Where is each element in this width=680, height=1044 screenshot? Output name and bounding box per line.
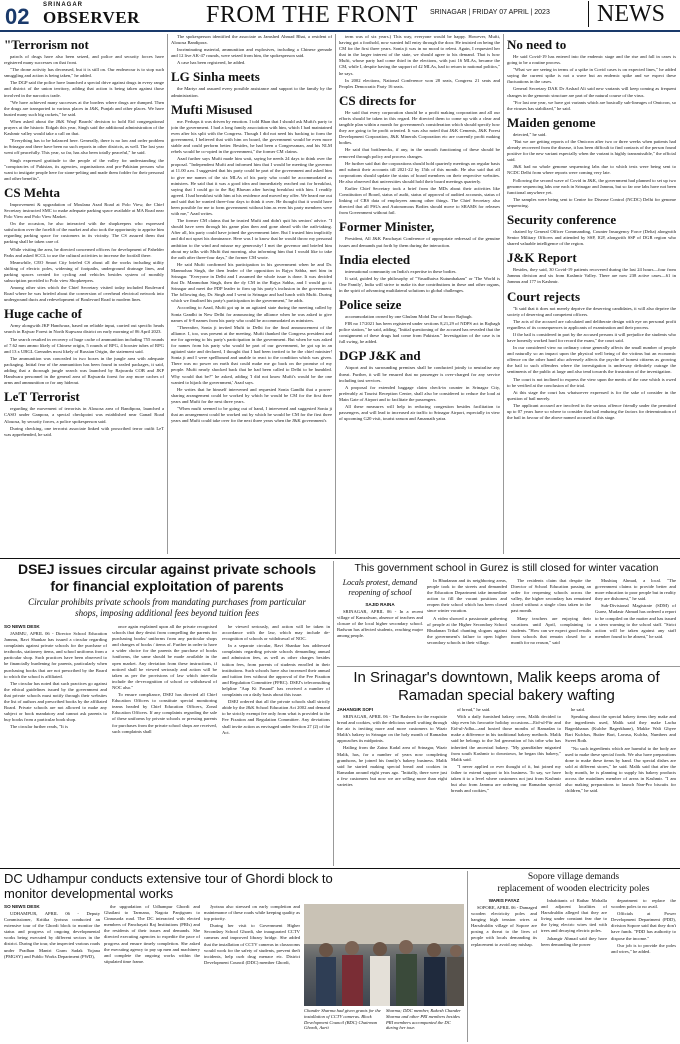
headline-lg-sinha: LG Sinha meets bbox=[171, 69, 260, 85]
paragraph: Army alongwith JKP Handwara, based on reliable input, carried out specific heads search in Rajwar Forest in North Kupwara district on early morning of 06 April 2023. bbox=[4, 323, 164, 335]
udhampur-caption-1: Chander Sharma had given grants for the installation of CCTV cameras. Block Development Council (BDC) Chairman Ghordi, Aarti bbox=[304, 1008, 381, 1031]
paragraph: "Everything has to be balanced here. Generally, there is no law and order problem in Srinagar and there have been no such reports in other districts, as well. The last year went off peacefully. This year, so far, has also been totally peaceful," he said. bbox=[4, 138, 164, 156]
paragraph: The former CM claims that he trusted Mufti and didn't quit his seniors' advice. "I should have seen through his game plan then and gone ahead with the oath-taking. After all, his party could have joined the government later. But I trusted him implicitly and did not upset his dominance. Here was I to know that he would throw my personal ambition to the wind and misuse my generosity! I met the governor and briefed him about my talks with Mufti that morning, also informing him that I would like to take the oath after three-four days," the former CM wrote. bbox=[171, 218, 332, 260]
paragraph: Incriminating material, ammunition and explosives, including a Chinese grenade and 12 live AK-47 rounds, were seized from him, the spokesperson said. bbox=[171, 47, 332, 59]
sopore-column-2 bbox=[541, 898, 607, 1042]
paragraph: Meanwhile, CEO Smart City briefed CS about all the works including utility shifting of electric poles, widening of footpaths, underground drainage lines, and parking spaces created for cycling and vehicles besides system of monthly subscription provided to Polo view Shopkeepers. bbox=[4, 259, 164, 283]
paragraph: department to replace the wooden poles to no avail. bbox=[611, 898, 676, 910]
paragraph: patrols of drugs have also been seized, and police and security forces have registered many successes on that front. bbox=[4, 54, 164, 66]
brand-small: SRINAGAR bbox=[43, 2, 84, 8]
paragraph: Officials at Power Development Department (PDD), division Sopore said that they don't have funds. "PDD has authority to dispose the income." bbox=[611, 911, 676, 941]
paragraph: During her visit to Government Higher Secondary School Ghordi, she inaugurated CCTV cameras and improved library bridge. She added that the installation of CCTV cameras in classrooms would work for the safety of students, prevent theft incidents, help curb drug menace etc. District Development Council (DDC) member Ghordi, bbox=[204, 923, 300, 965]
headline-former-minister: Former Minister, bbox=[339, 219, 435, 235]
gurez-headline: This government school in Gurez is still closed for winter vacation bbox=[354, 562, 659, 574]
dsej-column-3 bbox=[222, 624, 330, 864]
photo-people-illustration bbox=[304, 904, 464, 1006]
column-divider bbox=[333, 561, 334, 866]
paragraph: Hailing from the Zaina Kadal area of Srinagar, Wazir Malik, has, for a number of years now completing grandsons, he joined his family's bakery business. Malik said he started making special bread and cookies in Ramadan around eight years ago. "Initially, there were just a few customers but now we are selling more than eight varieties bbox=[337, 745, 447, 788]
dsej-deck-line-2: shops, imposing additional fees beyond tuition fees bbox=[75, 608, 259, 618]
paragraph: He writes that he himself intervened and requested Sonia Gandhi that a power-sharing arrangement could be worked by which he would be CM for the first three years and Mufti for the next three years. bbox=[171, 386, 332, 404]
paragraph: Many teachers are enjoying their vacations until April, complaining to students. "How can we expect good results from schools that remain closed for a month for no reason," said bbox=[511, 615, 591, 645]
paragraph: All these measures will help in reducing congestion besides facilitation to passengers, and will lead to increased air traffic to Srinagar Airport, especially in view of upcoming G20 visit, tourist season and Amarnath yatra. bbox=[339, 404, 500, 422]
paragraph: A video showed a passionate gathering of people at the Higher Secondary School Bhudanan Trikal chanting slogans against the government's failure to open higher secondary schools in their village. bbox=[427, 615, 507, 645]
paragraph: If the bail is considered in part by the accused persons it will prejudice the students who have honestly worked hard for record the exam," the court said. bbox=[507, 331, 676, 343]
headline-terrorism: "Terrorism not bbox=[4, 37, 89, 52]
column-divider bbox=[467, 871, 468, 1042]
udhampur-column-1 bbox=[4, 904, 100, 1042]
paragraph: He said that bottlenecks, if any, in the smooth functioning of these should be removed through policy and process changes. bbox=[339, 147, 500, 159]
paragraph: Among other sites which the Chief Secretary visited today included Boulevard Road where he was briefed about the conversion of overhead electrical network into underground ducts and redevelopment of Boulevard Road to modern lines. bbox=[4, 285, 164, 303]
byline: SO NEWS DESK bbox=[4, 624, 40, 629]
byline: SAJID RAINA bbox=[365, 602, 395, 607]
paragraph: the upgradation of Udhampur Ghordi and Ghailani to Tarmana, Nagota Panjigram to Cinnasoda road. The DC interacted with elected members of Panchayati Raj Institutions (PRIs) and the residents of their issues and demands. She directed executing agencies to expedite the pace of progress and ensure timely completion. She asked the executing agency to pay up men and machinery and complete the ongoing works within the stipulated time frame. bbox=[104, 904, 200, 964]
paragraph: It said, guided by the philosophy of "Vasudhaiva Kutumbakam" or 'The World is One Family', India will strive to make its due contributions in these and other organs, in the spirit of advancing multilateral solutions to global challenges. bbox=[339, 275, 500, 293]
paragraph: Jahangir Ahmad said they have been demanding the power bbox=[541, 935, 607, 947]
paragraph: "When mufti seemed to be going out of hand, I intervened and suggested Sonia ji that an arrangement could be worked out by which he would be CM for the first three years and Mufti could take over for the next three years when the J&K government's bbox=[171, 405, 332, 424]
paragraph: term was of six years.) This way, everyone would be happy. However, Mufti, having got a foothold, now wanted full entry through the door. He insisted on being the CM for the first three years. Sonia ji was in no mood to relent. Again, I requested her that in the larger interest of the state, we should agree to his demand. That is how Mufti, whose party had come third in the elections, with just 16 MLAs, became the CM, while I, despite having the support of 42 MLAs, had to return to national politics," he says. bbox=[339, 34, 500, 76]
sopore-headline-line-1: Sopore village demands bbox=[527, 872, 620, 882]
paragraph: SRINAGAR, APRIL 06 - The Bashees for the exquisite bread and cookies, with the delicious smell wafting through the air is inviting more and more customers to Wazir Malik's bakery in Srinagar on the holy month of Ramadan approaches its midpoints. bbox=[337, 714, 447, 744]
dsej-headline-line-1: DSEJ issues circular against private schools bbox=[17, 561, 317, 577]
section-rule bbox=[0, 558, 680, 559]
udhampur-headline-line-1: DC Udhampur conducts extensive tour of Ghordi block to bbox=[4, 871, 333, 886]
paragraph: General Secretary DAK Dr Arshad Ali said new variants will keep coming as frequent changes in the genomic structure are part of the natural course of the virus. bbox=[507, 86, 676, 98]
paragraph: The ammunition was concealed in two boxes in the jungle area with adequate packaging. Initial fear of the ammunition has been found in sealed packages, it said, adding that a thorough jungle search was launched by Rajwarda COB and JKP Handwara personnel in the general area of Rajwarda forest for any more caches of arms and ammunition or for any hideout. bbox=[4, 355, 164, 386]
byline: WARIS FAYAZ bbox=[488, 898, 520, 903]
paragraph: "The drone activity has decreased, but it is still on. Our endeavour is to stop such smuggling and action is being taken," he added. bbox=[4, 67, 164, 79]
sopore-column-1 bbox=[471, 898, 537, 1042]
paragraph: While visiting the area, he directed concerned officers for development of Pahelder Parks and asked SCCL to use the cultural activities to increase the footfall there. bbox=[4, 246, 164, 258]
headline-mufti-misused: Mufti Misused bbox=[171, 101, 253, 117]
udhampur-photo bbox=[304, 904, 464, 1006]
column-1 bbox=[4, 34, 164, 556]
paragraph: FIR no 17/2021 has been registered under sections 8,21,29 of NDPS act in Rajbagh police station," he said, adding, "Initial questioning of the accused has revealed that the consignment of these drugs had come from Pakistan." Investigation of the case is in full swing, he added. bbox=[339, 321, 500, 345]
paragraph: A proposal for extended baggage claim check-in counter in Srinagar City, preferably at Tourist Reception Centre, shall also be considered to reduce the load at Main Gate of Airport and to facilitate the passengers. bbox=[339, 384, 500, 402]
paragraph: In a separate circular, Ravi Shankar has addressed complaints regarding private schools demanding annual and admission fees, as well as other charges besides tuition fees, from parents of students enrolled in their institutions. Such schools have also increased their annual and tuition fees without the approval of the Fee Fixation and Regulation Committee (FFRC). DSEJ's teleconsulting helpline "Aap Ki Pasand" has received a number of complaints on a daily basis about this issue. bbox=[222, 643, 330, 698]
paragraph: SOPORE, APRIL 06 - Damaged wooden electricity poles and hanging high tension wires at Harsdruldin village of Sopore are posing a threat to the lives of people with locals demanding its replacement to avoid any mishap. bbox=[471, 905, 537, 947]
column-divider bbox=[503, 34, 504, 554]
paragraph: "But we are getting reports of the Omicron after two or three weeks when patients had already recovered from the disease, it has been difficult to find contacts of the person found positive for the new variant especially when the variant is highly transmissible," the official said. bbox=[507, 138, 676, 163]
paragraph: chaired by General Officer Commanding, Counter Insurgency Force (Delta) alongwith Senior Military Officers and attended by SSP, IGP, alongwith SSP of DGR region who shared valuable intelligence of the region. bbox=[507, 228, 676, 247]
gurez-pullquote bbox=[337, 578, 423, 598]
column-3 bbox=[339, 34, 500, 556]
paragraph: With a daily furnished bakery oven, Malik decided to ship even his favourite holiday occasions—Eid-ul-Fitr and Eid-ul-Adha—and hosted those months of Ramadan to make a difference in his traditional bakery methods. Malik said he belongs to the 3rd generation of his tribe who has inherited the ancestral bakery. "My grandfather migrated from south Kashmir to downtown, he began this bakery," Malik said. bbox=[451, 714, 561, 762]
paragraph: Mushtaq Ahmad, a local. "The government claims to provide better and more education to poor people but in reality they are dishonest," he said. bbox=[595, 578, 676, 602]
paragraph: be viewed seriously, and action will be taken in accordance with the law, which may include de-recognition of schools or withdrawal of NOC. bbox=[222, 624, 330, 642]
paragraph: The DGP said the police have launched a special drive against drugs in every range and district of the union territory, adding that action is being taken against those involved in the narcotics trade. bbox=[4, 80, 164, 98]
paragraph: To ensure compliance, DSEJ has directed all Chief Education Officers to constitute special monitoring teams headed by Chief Education Officers, Zonal Education Officers. If any complaints regarding the sale of these uniforms by private schools or pressing parents for purchases from the private school shops are received, such complaints shall bbox=[112, 692, 217, 734]
headline-court-rejects: Court rejects bbox=[507, 288, 581, 304]
gurez-column-3 bbox=[511, 578, 591, 664]
paragraph: Jyotsna also stressed on early completion and maintenance of these roads while keeping quality as top priority. bbox=[204, 904, 300, 922]
paragraph: The search resulted in recovery of huge cache of ammunition including 755 rounds of 7.62 mm ammo likely of Chinese origin, 5 rounds of RPG, 4 booster tubes of RPG and 13 x UBGL Grenades most likely of Russian Origin, the statement said. bbox=[4, 336, 164, 354]
paragraph: Following the second wave of Covid in J&K, the government had planned to set up two genome sequencing labs one each in Srinagar and Jammu, but so far one labs have not been functional anywhere yet. bbox=[507, 177, 676, 195]
paragraph: international community on India's expertise in these bodies. bbox=[345, 268, 457, 274]
dsej-headline bbox=[4, 561, 330, 595]
paragraph: Inhabitants of Rathar Mohalla and adjacent localities of Harsdruldin alleged that they are living under constant fear due to the lying electric wires tied with trees and decaying electric poles. bbox=[541, 898, 607, 934]
paragraph: Singh expressed gratitude to the people of the valley for understanding the "conspiracies of Pakistan, its agencies, organisations and pro-Pakistan persons who want to instigate people here for stone-pelting and made them fodder for their personal and other benefits". bbox=[4, 157, 164, 181]
paragraph: UDHAMPUR, APRIL 06 - Deputy Commissioner, Kritika Jyotsna conducted an extensive tour of the Ghordi block to monitor the status and progress of ongoing developmental works being executed by different sectors in the district. During the tour, she inspected various roads under Pradhan Mantri Gram Sadak Yojana (PMGSY) and Public Works Department (PWD), bbox=[4, 911, 100, 959]
paragraph: Besides, they said, 30 Covid-19 patients recovered during the last 24 hours—four from Jammu division and six from Kashmir Valley. There are now 238 active cases—61 in Jammu and 177 in Kashmir. bbox=[507, 267, 676, 285]
story-rule bbox=[337, 666, 680, 667]
dsej-headline-line-2: for financial exploitation of parents bbox=[50, 578, 284, 594]
bakery-column-1 bbox=[337, 707, 447, 865]
paragraph: The acts of the accused are calculated and deliberate design with eye on personal profit regardless of its consequences to applicants of examination and their process. bbox=[507, 318, 676, 330]
paragraph: Our job is to provide the poles and wires," he added. bbox=[611, 942, 676, 954]
paragraph: President, All J&K Panchayat Conference of appropriate redressal of the genuine issues and demands put forth by them during the interaction. bbox=[339, 236, 500, 248]
byline: JAHANGIR SOFI bbox=[337, 707, 373, 712]
paragraph: Airport and its surrounding premises shall be conducted jointly to neutralise any threat. Further, it will be ensured that no passenger is over-charged for any service including taxi services. bbox=[339, 365, 500, 383]
paragraph: The residents claim that despite the Director of School Education passing an order for reopening schools across the valley, the higher secondary has remained closed without a single class taken in the past month. bbox=[511, 578, 591, 614]
paragraph: "Thereafter, Sonia ji invited Mufti to Delhi for the final announcement of the alliance. I, too, was present at the meeting. Mufti thanked the Congress president and me for agreeing to his party's participation in the government. But when he was asked for names from his party who would be part of our government, he got up in an agitated state and declared, I thought that I had been invited to be the chief minister! Sonia ji and I were spellbound and unable to react to the condition which was given. There was no power on earth that could make me go back on the promise of my people. Mufti nearly shocked back that he had been called to Delhi to be humbled. Why would that be?" he asked, adding 'I did not know Mufti's would be the one wanted to hijack the government,' Azad says. bbox=[171, 324, 332, 385]
dsej-deck-line-1: Circular prohibits private schools from mandating purchases from particular bbox=[28, 597, 306, 607]
column-divider bbox=[335, 34, 336, 554]
gurez-pull-line-2: reopening of school bbox=[348, 588, 412, 597]
sopore-column-3 bbox=[611, 898, 676, 1042]
paragraph: Azad further says Mufti made him wait, saying he needs 24 days to think over the proposal. "Independent Mufti and informed him that I would be meeting the governor at 11.00 a.m. I suggested that his party could be part of the government and asked him to give me names of the six MLAs of his party who could be accommodated as ministers. He said that it was a good idea and immediately reached out for breakfast, saying that I could go to the Raj Bhavan after having breakfast with him. I readily agreed. I had breakfast with him at his residence and moved my offer. We heard me out and said that he wanted three-four days to think it over. He thought that it would have been possible for me to form government without him as even his party members were with me," Azad writes. bbox=[171, 156, 332, 217]
paragraph: The spokesperson identified the associate as Jamshed Ahmad Bhat, a resident of Alouosa Bandipora. bbox=[171, 34, 332, 46]
dateline: SRINAGAR | FRIDAY 07 APRIL | 2023 bbox=[430, 9, 550, 16]
paragraph: In Bhudanan and its neighboring areas, people took to the streets and demanded the Education Department take immediate action to fill the vacant positions and reopen their school which has been closed since winter vacation. bbox=[427, 578, 507, 614]
paragraph: He said Covid-19 has entered into the endemic stage and the rise and fall in cases is going to be a routine process. bbox=[507, 54, 676, 66]
headline-no-need: No need to bbox=[507, 37, 567, 52]
paragraph: DSEJ ordered that all the private schools shall strictly abide by the J&K School Education Act 2002 and demand to be strictly exempt fee only from what is provided to the Fee Fixation and Regulation Committee. Any deviations shall invite action as envisaged under Section 27 (2) of the Act. bbox=[222, 699, 330, 735]
gurez-pull-line-1: Locals protest, demand bbox=[342, 578, 418, 587]
paragraph: J&K had no whole genome sequencing labs due to which tests were being sent to NCDC Delhi from where reports were coming very late. bbox=[507, 164, 676, 176]
gurez-column-4 bbox=[595, 578, 676, 664]
brand-logo: OBSERVER bbox=[43, 8, 140, 27]
headline-dgp-jk: DGP J&K and bbox=[339, 348, 421, 364]
headline-security-conference: Security conference bbox=[507, 211, 617, 227]
bakery-headline-line-2: Ramadan special bakery wafting bbox=[398, 687, 615, 704]
sopore-headline-line-2: replacement of wooden electricity poles bbox=[497, 884, 650, 894]
paragraph: detected," he said. bbox=[513, 131, 547, 137]
udhampur-column-2 bbox=[104, 904, 200, 1042]
section-tag: NEWS bbox=[588, 1, 665, 27]
dsej-column-1 bbox=[4, 624, 107, 864]
page-number: 02 bbox=[5, 4, 30, 29]
column-4 bbox=[507, 34, 676, 556]
gurez-column-1 bbox=[337, 602, 423, 664]
headline-let-terrorist: LeT Terrorist bbox=[4, 389, 80, 405]
headline-cs-mehta: CS Mehta bbox=[4, 184, 60, 200]
paragraph: The applicant accused are involved in the serious offence friendly under the permitted up to 07 years have so where to consider that bail enduring the factors for determination of the bail in favour of the above named accused at this stage. bbox=[507, 402, 676, 421]
paragraph: During checking, one terrorist associate linked with proscribed terror outfit LeT was apprehended, he said. bbox=[4, 425, 164, 437]
udhampur-caption-2: Sharma; DDC member, Rakesh Chander Sharma and other PRI members besides PRI members accompanied the DC during her tour. bbox=[386, 1008, 461, 1031]
paragraph: On the occasion, he also interacted with the shopkeepers who expressed satisfaction over the facelift of the market and also took the opportunity to apprise him regarding parking space for customers in its vicinity. The CS assured them that parking shall be taken care of. bbox=[4, 221, 164, 245]
headline-police-seize: Police seize bbox=[339, 297, 402, 312]
bakery-column-3 bbox=[565, 707, 676, 865]
paragraph: He further said that the corporations should hold quarterly meetings on regular basis and submit their accounts till 2021-22 by 15th of this month. He also said that all corporations should update the status of board members on their respective websites. He also observed that universities should hold their board meetings quarterly. bbox=[339, 160, 500, 184]
headline-cs-directs: CS directs for bbox=[339, 92, 417, 108]
masthead bbox=[0, 0, 680, 32]
paragraph: The circular has noted that such practices go against the ethical guidelines issued by the government and that private schools must notify through their websites the list of authors and prescribed books by the affiliated Board. Private schools are not allowed to make any subject or book mandatory and cannot ask parents to buy books from a particular book shop. bbox=[4, 680, 107, 723]
paragraph: The court is not inclined to express the view upon the merits of the case which is owed to be verified at the conclusion of the trial. bbox=[507, 376, 676, 388]
paragraph: me. Perhaps it was driven by emotion. I told Bhan that I should ask Mufti's party to join the government. I had a long family association with him, which I had maintained even after his split with the Congress. Though I did not need his backing to form the government, I believed that with him on board, the government would be even more stable and could perform better. Besides, he had been a Congressman, and his NLM rebels would be co-opted in the government," the former CM claims. bbox=[171, 118, 332, 155]
paragraph: Improvement & upgradation of Moulana Azad Road at Polo View, the Chief Secretary instructed SMC to make adequate parking space available at MA Road near Polo View and Polo View Market. bbox=[4, 201, 164, 220]
paragraph: "For last one year, we have got variants which are basically sub-lineages of Omicron, so the viruses has stabilized," he said. bbox=[507, 99, 676, 111]
byline: SO NEWS DESK bbox=[4, 904, 40, 909]
section-rule bbox=[0, 868, 680, 869]
headline-india-elected: India elected bbox=[339, 251, 411, 267]
paragraph: In our considered view no ordinary crime generally affects the small number of people and naturally so an impact upon the physical well being of the victims but an economic offence on the other hand also adversely affects the psyche of honest citizens as growing the bail to such offenders where the investigation is underway definitely outrage the sentiments of the public at large and also tend towards the frustration of the investigation. bbox=[507, 345, 676, 375]
paragraph: he said. bbox=[571, 707, 586, 712]
paragraph: According to Azad, Mufti got up in an agitated state during the meeting called by Sonia Gandhi in New Delhi for announcing the alliance when he was asked to give names of 6-8 names from his party who could be accommodated as ministers. bbox=[171, 305, 332, 323]
section-title: FROM THE FRONT bbox=[206, 2, 418, 28]
paragraph: A case has been registered, he added. bbox=[177, 60, 246, 66]
paragraph: JAMMU, APRIL 06 - Director School Education Jammu, Ravi Shankar has issued a circular regarding complaints against private schools for the purchase of textbooks, stationery items, and school uniforms from a particular shop. Such practices have been observed to be financially burdening for parents, particularly when purchasing books that are not prescribed by the Board to which the school is affiliated. bbox=[4, 631, 107, 679]
paragraph: regarding the movement of terrorists in Alouosa area of Bandipora, launched a CASO under Ganpora, a special checkpoint was established near Ganad Road Alouosa, by security forces, a police spokesperson said. bbox=[4, 406, 164, 424]
paragraph: the Martyr and assured every possible assistance and support to the family by the administration. bbox=[171, 86, 332, 98]
headline-huge-cache: Huge cache of bbox=[4, 306, 82, 322]
paragraph: "No such ingredients which are harmful to the body are used to make these special foods. We also have preparations done to make these items by hand. Our special dishes are sold at different stores," he said. Malik said that after the holy month, he is planning to supply his bakery products across the mainlines member of areas in Kashmir. "I am also making preparations to launch Nan-Pro biscuits for children," he said. bbox=[565, 745, 676, 794]
paragraph: of bread," he said. bbox=[457, 707, 491, 712]
paragraph: "We have achieved many successes at the borders where drugs are dumped. Then the drugs are transported to various places in J&K, Punjab and other places. We have busted many such big rackets," he said. bbox=[4, 99, 164, 117]
paragraph: SRINAGAR, APRIL 06 - In a recent village of Kanzalwan, absence of teachers and closure of the local higher secondary school. Badwan has affected students, reaching major among people. bbox=[337, 609, 423, 639]
bakery-headline bbox=[337, 669, 676, 705]
paragraph: "What we are seeing in terms of a spike in Covid cases is on expected lines," he added saying the current spike is not a wave but an endemic spike and we expect these fluctuations in the cases. bbox=[507, 67, 676, 85]
paragraph: once again explained upon all the private recognised schools that they desist from compelling the parents for purchasing books/ uniforms from any particular shops and changes of books / items of. Further in order to have a wider choice for the parents the purchase of books /uniforms, the same should be made available in the open market. Any deviation from these instructions, if noticed shall be viewed seriously and action will be taken as per the provisions of law which inter-alia include the de-recognition of school or withdrawal of NOC also." bbox=[112, 624, 217, 690]
paragraph: accommodation owned by one Ghulam Mohd Dar of Inroor Rajbagh. bbox=[345, 314, 473, 319]
paragraph: Earlier Chief Secretary took a brief from the MDs about their activities like Constitution of Board, status of audit, status of approval of audited accounts, status of linking of CRS data of employees among other things. The Chief Secretary also directed that all PSUs and Autonomous Bodies should move to SRAMS for releases from Government without fail. bbox=[339, 185, 500, 216]
headline-jk-report: J&K Report bbox=[507, 250, 577, 266]
paragraph: Sub-Divisional Magistrate (SDM) of Gurez, Mudasir Ahmad has ordered a report to be compiled on the matter and has issued a stern warning to the school staff. "Strict action will be taken against any staff member found to be absent," he said. bbox=[595, 603, 676, 639]
udhampur-column-3 bbox=[204, 904, 300, 1042]
paragraph: He said Mufti confirmed his participation in his government when he and Dr. Manmohan Singh, the then leader of the opposition in Rajya Sabha, met him in Srinagar. "Everyone in Delhi and I assumed the whole issue is done. It was decided that Dr. Manmohan Singh, then the dy CM in the Rajya Sabha, and I would go to Srinagar and meet the PDP leader to firm up his party's inclusion in the government. The following day, Dr. Singh and I went to Srinagar and had lunch with Mufti. During which we finalised his party's participation in the government," he adds. bbox=[171, 261, 332, 304]
paragraph: The samples were being sent to Centre for Disease Control (NCDC) Delhi for genome sequencing. bbox=[507, 196, 676, 208]
paragraph: He said that every corporation should be a profit making corporation and all our efforts should be taken in this regard. He directed them to come up with a clear and tangible plan within a month for government's consideration which should specify how they are going to be profit oriented. It was also noted that J&K Cements, J&K Forest Development Corporation, J&K Minerals Corporation etc are currently profit making bodies. bbox=[339, 109, 500, 146]
bakery-column-2 bbox=[451, 707, 561, 865]
sopore-headline bbox=[471, 871, 676, 895]
dsej-column-2 bbox=[112, 624, 217, 864]
udhampur-headline-line-2: monitor developmental works bbox=[4, 886, 174, 901]
headline-maiden-genome: Maiden genome bbox=[507, 114, 596, 130]
paragraph: "It said that it does not merely deprive the deserving candidates, it will also deprive the society of deserving and competent officers. bbox=[507, 305, 676, 317]
gurez-column-2 bbox=[427, 578, 507, 664]
paragraph: When asked about the J&K Waqf Boards' decision to hold Eid congregational prayers at the historic Eidgah this year, Singh said the additional administration of the Kashmir valley would take a call on that. bbox=[4, 118, 164, 137]
bakery-headline-line-1: In Srinagar's downtown, Malik keeps aroma of bbox=[353, 669, 660, 686]
paragraph: At this stage the court has whatsoever expressed is for the sake of consider in the question of bail merely. bbox=[507, 389, 676, 401]
dsej-deck bbox=[4, 597, 330, 619]
paragraph: The circular further reads, "It is bbox=[10, 724, 68, 730]
udhampur-headline bbox=[4, 871, 464, 901]
paragraph: Speaking about the special bakery items they make and the ingredients used, Malik said they make Lacha Bagerkhanas (Kulche Bagerkhane), Makke Wali Ghyee Bari Kulchas, Butter Bari, Lavasa, Kulcha, Numbers and Sweet Roth. bbox=[565, 714, 676, 744]
column-2 bbox=[171, 34, 332, 556]
paragraph: "I never applied or ever thought of it, but joined my father to extend support to his business. To say, we have taken it to a level where customers not just from Kashmir but also from Jammu are ordering our Ramadan special breads and cookies," bbox=[451, 763, 561, 794]
column-divider bbox=[167, 34, 168, 554]
paragraph: In 2002 elections, National Conference won 28 seats, Congress 21 seats and Peoples Democratic Party 16 seats. bbox=[339, 77, 500, 89]
